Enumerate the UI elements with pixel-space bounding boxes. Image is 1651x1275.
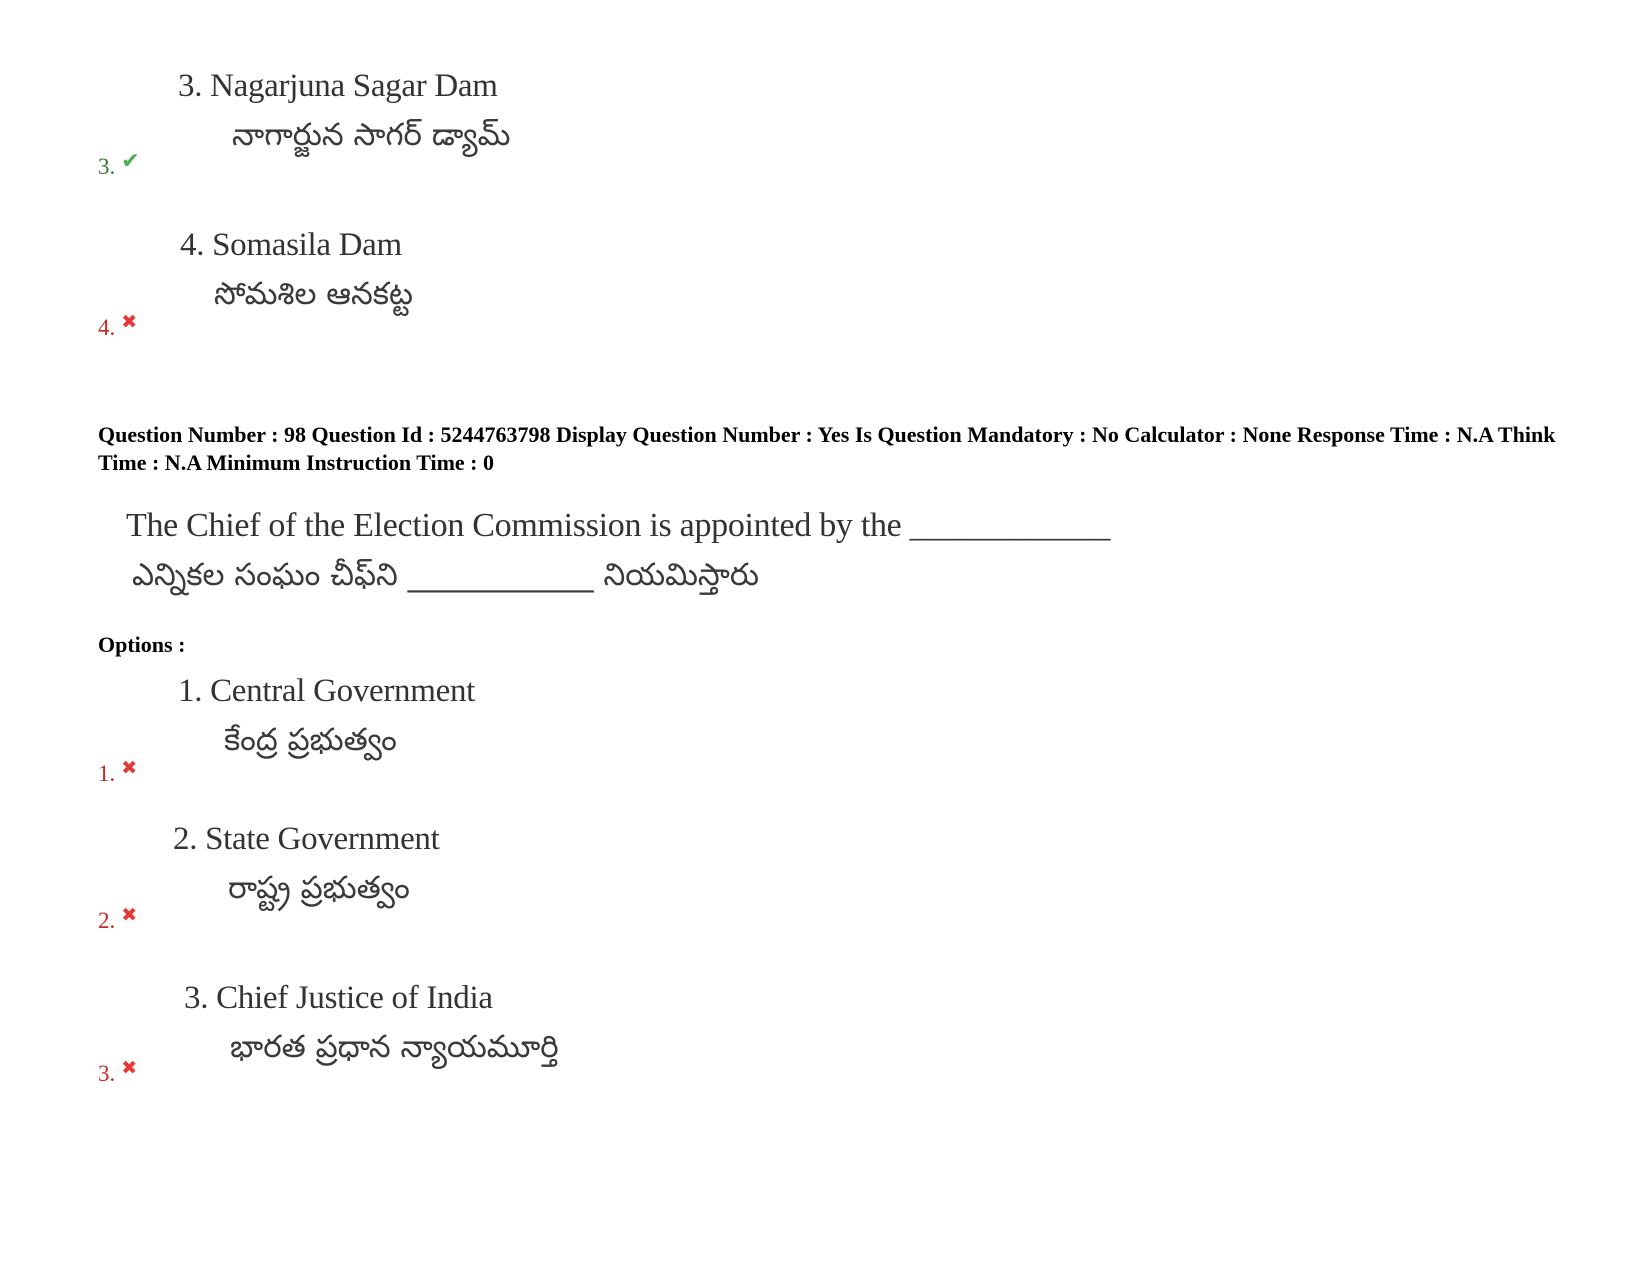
cross-icon: ✖ <box>121 904 138 926</box>
option-status-marker <box>98 1057 138 1087</box>
option-telugu-text: కేంద్ర ప్రభుత్వం <box>224 722 397 758</box>
option-telugu-text: రాష్ట్ర ప్రభుత్వం <box>228 870 410 906</box>
question-text-telugu: ఎన్నికల సంఘం చీఫ్‌ని ____________ నియమిస్తారు <box>132 557 759 593</box>
option-english-text: 1. Central Government <box>178 673 476 709</box>
cross-icon: ✖ <box>121 1057 138 1079</box>
cross-icon: ✖ <box>121 757 138 779</box>
option-english-text: 3. Nagarjuna Sagar Dam <box>178 68 498 104</box>
option-english-text: 4. Somasila Dam <box>180 227 402 263</box>
option-telugu-text: భారత ప్రధాన న్యాయమూర్తి <box>230 1029 559 1065</box>
option-english-text: 3. Chief Justice of India <box>184 980 493 1016</box>
option-number: 3. <box>98 154 116 179</box>
option-number: 2. <box>98 908 116 933</box>
question-meta: Question Number : 98 Question Id : 5244763798 Display Question Number : Yes Is Question Mandatory : No Calculator : None Response Time : N.A Think Time : N.A Minimum Instruction Time : 0 <box>98 422 1556 475</box>
cross-icon: ✖ <box>121 311 138 333</box>
option-number: 4. <box>98 315 116 340</box>
option-number: 3. <box>98 1061 116 1086</box>
option-status-marker <box>98 311 138 341</box>
question-text-english: The Chief of the Election Commission is appointed by the ____________ <box>126 507 1111 544</box>
option-number: 1. <box>98 761 116 786</box>
option-english-text: 2. State Government <box>173 821 440 857</box>
option-telugu-text: సోమశిల ఆనకట్ట <box>214 276 413 312</box>
check-icon: ✔ <box>121 148 140 174</box>
option-telugu-text: నాగార్జున సాగర్ డ్యామ్ <box>232 117 511 153</box>
option-status-marker <box>98 904 138 934</box>
options-label: Options : <box>98 632 186 657</box>
option-status-marker <box>98 757 138 787</box>
option-status-marker <box>98 148 140 180</box>
